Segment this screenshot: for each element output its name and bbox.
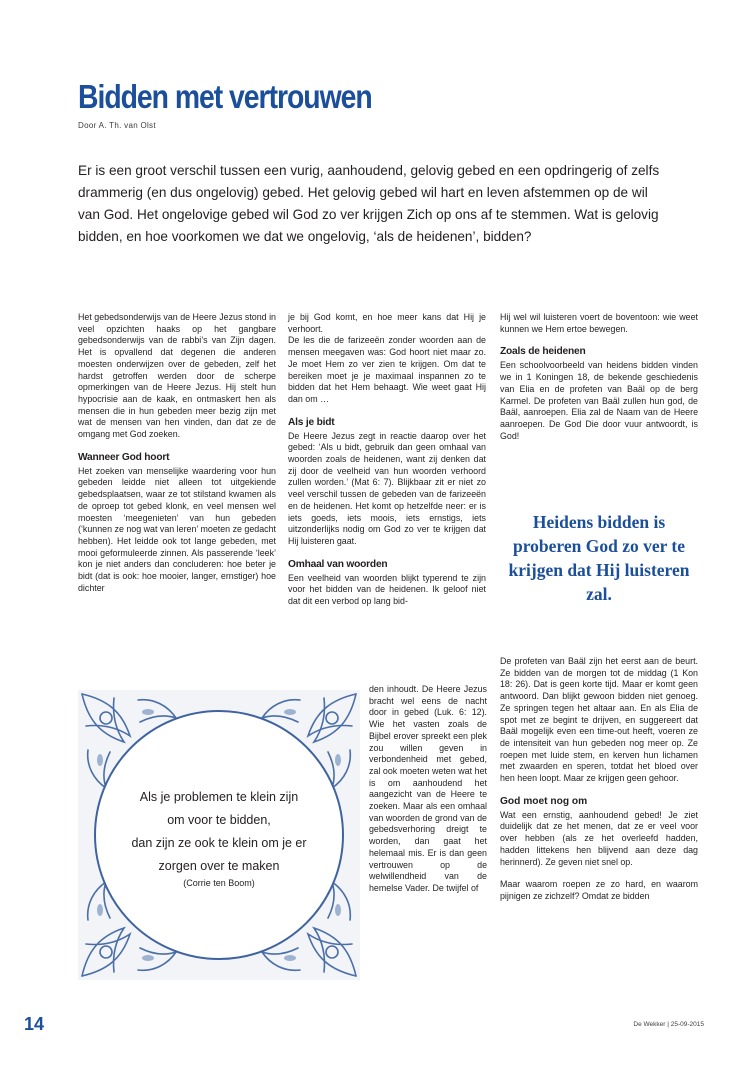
paragraph: Een schoolvoorbeeld van heidens bidden vinden we in 1 Koningen 18, de bekende geschiedenis van Elia en de profeten van Baäl op de berg Karmel. De profeten van Baäl zullen hun god, de Baäl, aanroepen. Elia zal de Naam van de Heere aanroepen. De God Die door vuur antwoordt, is God! <box>500 360 698 441</box>
paragraph: De les die de farizeeën zonder woorden aan de mensen meegaven was: God hoort niet maar zo. Je moet Hem zo ver zien te krijgen. Om dat te bereiken moet je je maximaal inspannen zo te bidden dat het Hem behaagt. Wie weet gaat Hij dan om … <box>288 335 486 404</box>
quote-line: om voor te bidden, <box>167 813 271 827</box>
column-2 <box>288 312 486 608</box>
paragraph: De profeten van Baäl zijn het eerst aan de beurt. Ze bidden van de morgen tot de middag (1 Kon 18: 26). Dat is geen korte tijd. Maar er komt geen antwoord. Dan blijkt gewoon bidden niet genoeg. Ze springen tegen het altaar aan. En als Elia de spot met ze begint te drijven, en suggereert dat Baäl mogelijk even een time-out heeft, voeren ze de intensiteit van hun gebeden nog meer op. Ze roepen met luide stem, en kerven hun lichamen met zwaarden en speren, totdat het bloed over hen heen loopt. Maar ze krijgen geen gehoor. <box>500 656 698 784</box>
paragraph: Het gebedsonderwijs van de Heere Jezus stond in veel opzichten haaks op het gangbare gebedsonderwijs van de rabbi’s van Zijn dagen. Het is opvallend dat degenen die anderen moesten onderwijzen over de gebeden, zelf het hardst getroffen werden door de scherpe opmerkingen van de Heere Jezus. Hij stelt hun hypocrisie aan de kaak, en ontmaskert hen als mensen die in hun gebeden meer bezig zijn met wat de mensen van hen vinden, dan dat ze de omgang met God zoeken. <box>78 312 276 440</box>
section-heading: Zoals de heidenen <box>500 346 586 358</box>
paragraph: je bij God komt, en hoe meer kans dat Hij je verhoort. <box>288 312 486 334</box>
page-number: 14 <box>24 1014 45 1034</box>
column-3-continued <box>500 656 698 903</box>
tile-quote-text <box>102 786 336 878</box>
column-3 <box>500 312 698 442</box>
article-title: Bidden met vertrouwen <box>78 78 372 115</box>
paragraph: De Heere Jezus zegt in reactie daarop over het gebed: ‘Als u bidt, gebruik dan geen omhaal van woorden zoals de heidenen, want zij denken dat zij door de veelheid van hun woorden verhoord zullen worden.’ (Mat 6: 7). Blijkbaar zit er niet zo veel verschil tussen de gebeden van de farizeeën en de heidenen. Het komt op hetzelfde neer: er is iets goeds, iets moois, iets ernstigs, iets uitzonderlijks nodig om God zo ver te krijgen dat Hij luisteren gaat. <box>288 430 486 546</box>
section-heading: Wanneer God hoort <box>78 451 170 463</box>
column-1 <box>78 312 276 594</box>
byline: Door A. Th. van Olst <box>78 121 156 130</box>
section-heading: Als je bidt <box>288 416 335 428</box>
column-2-continued <box>369 684 487 895</box>
paragraph: Het zoeken van menselijke waardering voor hun gebeden leidde niet alleen tot uitgekiende gebedsplaatsen, waar ze tot stilstand kwamen als de oproep tot gebed klonk, en veel mensen wel moesten ‘meegenieten’ van hun gebeden (‘kunnen ze nog wat van leren’ moeten ze gedacht hebben). Het leidde ook tot lange gebeden, met mooi geformuleerde zinnen. Als passerende ‘leek’ kon je niet anders dan concluderen: hoe beter je bidt (dat is ook: hoe mooier, langer, ernstiger) hoe dichter <box>78 465 277 593</box>
quote-line: dan zijn ze ook te klein om je er <box>131 836 307 850</box>
paragraph: Wat een ernstig, aanhoudend gebed! Je ziet duidelijk dat ze het menen, dat ze er veel voor over hebben (als ze het overleefd hadden, hadden littekens hen blijvend aan deze dag herinnerd). Ze geven niet snel op. <box>500 809 698 867</box>
quote-author: (Corrie ten Boom) <box>183 878 255 888</box>
section-heading: Omhaal van woorden <box>288 558 388 570</box>
delft-tile-quote <box>78 690 360 980</box>
magazine-footer: De Wekker | 25-09-2015 <box>633 1021 704 1028</box>
pull-quote: Heidens bidden is proberen God zo ver te krijgen dat Hij luisteren zal. <box>508 512 690 604</box>
paragraph: Hij wel wil luisteren voert de boventoon: wie weet kunnen we Hem ertoe bewegen. <box>500 312 698 334</box>
paragraph: Maar waarom roepen ze zo hard, en waarom pijnigen ze zichzelf? Omdat ze bidden <box>500 879 698 901</box>
section-heading: God moet nog om <box>500 795 588 807</box>
paragraph: Een veelheid van woorden blijkt typerend te zijn voor het bidden van de heidenen. Ik geloof niet dat dit een verbod op lang bid- <box>288 572 486 607</box>
quote-line: Als je problemen te klein zijn <box>139 790 299 804</box>
paragraph: den inhoudt. De Heere Jezus bracht wel eens de nacht door in gebed (Luk. 6: 12). Wie het vasten zoals de Bijbel erover spreekt een plek zou willen geven in verbondenheid met gebed, zal ook moeten weten wat het is om aanhoudend het aangezicht van de Heere te zoeken. Maar als een omhaal van woorden de grond van de gebedsverhoring dreigt te worden, dan gaat het helemaal mis. Er is dan geen vertrouwen op de welwillendheid van de hemelse Vader. De twijfel of <box>369 684 487 893</box>
quote-line: zorgen over te maken <box>158 859 280 873</box>
intro-paragraph: Er is een groot verschil tussen een vurig, aanhoudend, gelovig gebed en een opdringerig of zelfs drammerig (en dus ongelovig) gebed. Het gelovig gebed wil hart en leven afstemmen op de wil van God. Het ongelovige gebed wil God zo ver krijgen Zich op ons af te stemmen. Wat is gelovig bidden, en hoe voorkomen we dat we ongelovig, ‘als de heidenen’, bidden? <box>78 163 660 244</box>
